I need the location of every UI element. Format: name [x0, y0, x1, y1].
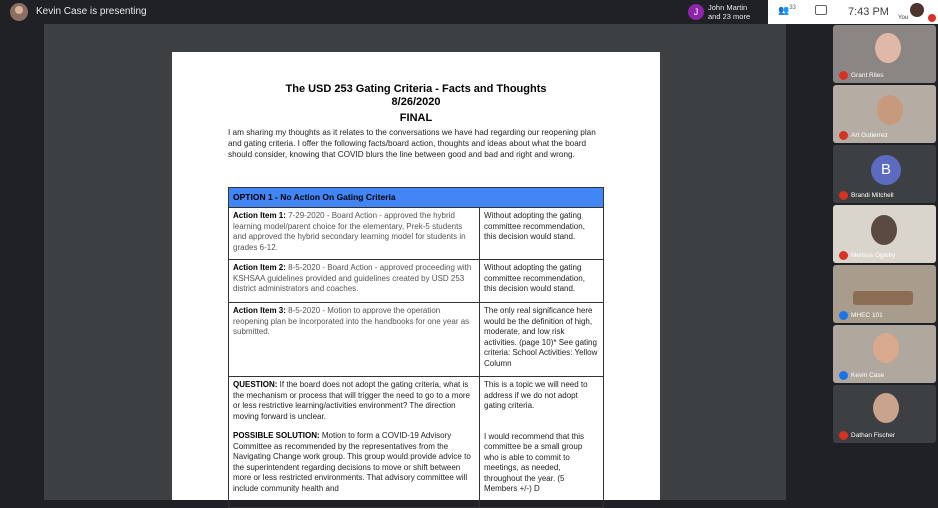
- participant-name: Grant Riles: [851, 72, 884, 79]
- note-cell: Without adopting the gating committee recommendation, this decision would stand.: [484, 263, 585, 293]
- chat-icon[interactable]: [815, 5, 827, 15]
- joined-user-name: John Martin: [708, 3, 748, 12]
- participant-tile[interactable]: [833, 25, 936, 83]
- note-cell: Without adopting the gating committee recommendation, this decision would stand.: [484, 211, 585, 241]
- table-row: [229, 303, 603, 377]
- participant-name: MHEC 101: [851, 312, 883, 319]
- participant-name: Melissa Ogleby: [851, 252, 896, 259]
- action-label: Action Item 1:: [233, 211, 286, 220]
- action-cell: [229, 260, 480, 302]
- joined-user-avatar: J: [688, 4, 704, 20]
- mic-off-icon: [839, 131, 848, 140]
- self-avatar: [910, 3, 924, 17]
- presenter-status: Kevin Case is presenting: [36, 6, 147, 17]
- action-label: Action Item 2:: [233, 263, 286, 272]
- people-button[interactable]: [778, 5, 796, 16]
- participant-video: [873, 393, 899, 423]
- participant-tile[interactable]: [833, 205, 936, 263]
- participant-video: [873, 333, 899, 363]
- participant-avatar: B: [871, 155, 901, 185]
- participant-name: Dathan Fischer: [851, 432, 896, 439]
- note-cell: The only real significance here would be the definition of high, moderate, and low risk activities. (page 10)* See gating criteria: School Activities: Yellow Column: [484, 306, 598, 368]
- question-label: QUESTION:: [233, 380, 278, 389]
- option-table: [228, 187, 604, 508]
- table-row: [229, 208, 603, 260]
- participant-tile[interactable]: [833, 85, 936, 143]
- join-notification[interactable]: [686, 2, 768, 22]
- note-cell: [480, 377, 603, 507]
- solution-text: Motion to form a COVID-19 Advisory Committee as recommended by the representatives from the Navigating Change work group. This group would provide advice to the superintendent regarding decisions to move or shift between more or less restricted environments. That advisory committee will include community health and: [233, 431, 471, 493]
- action-cell: [229, 303, 480, 376]
- participant-sidebar: [831, 24, 938, 500]
- participant-name: Kevin Case: [851, 372, 885, 379]
- mic-on-icon: [839, 311, 848, 320]
- joined-more-count: and 23 more: [708, 12, 751, 21]
- action-text: 7-29-2020 - Board Action - approved the hybrid learning model/parent choice for the elementary, Prek-5 students and approved the hybrid secondary learning model for students in grades 6-12.: [233, 211, 466, 252]
- document-date: 8/26/2020: [391, 96, 441, 108]
- mic-off-icon: [839, 251, 848, 260]
- clock: 7:43 PM: [848, 6, 889, 18]
- mic-off-icon: [839, 71, 848, 80]
- participant-video: [871, 215, 897, 245]
- mic-on-icon: [839, 371, 848, 380]
- participant-video: [877, 95, 903, 125]
- document-status: FINAL: [399, 112, 433, 124]
- self-label: You: [898, 15, 909, 21]
- participant-name: Art Gutierrez: [851, 132, 888, 139]
- question-text: If the board does not adopt the gating criteria, what is the mechanism or process that will trigger the need to go to a more or less restrictive learning/activities environment? The direction moving forward is unclear.: [233, 380, 471, 421]
- participant-tile[interactable]: [833, 325, 936, 383]
- mic-off-icon: [928, 14, 936, 22]
- table-row: [229, 260, 603, 303]
- solution-label: POSSIBLE SOLUTION:: [233, 431, 320, 440]
- mic-off-icon: [839, 191, 848, 200]
- join-notification-text: [708, 3, 750, 21]
- action-text: 8-5-2020 - Motion to approve the operation reopening plan be incorporated into the handbooks for one year as submitted.: [233, 306, 470, 336]
- participant-tile[interactable]: [833, 145, 936, 203]
- solution-note: I would recommend that this committee be a small group who is able to commit to meetings, as needed, throughout the year. (5 Members +/-) D: [484, 431, 585, 493]
- action-label: Action Item 3:: [233, 306, 286, 315]
- mic-off-icon: [839, 431, 848, 440]
- participant-name: Brandi Mitchell: [851, 192, 894, 199]
- participant-video: [853, 291, 913, 305]
- participant-tile[interactable]: [833, 265, 936, 323]
- action-text: 8-5-2020 - Board Action - approved proceeding with KSHSAA guidelines provided and guidelines created by USD 253 district administrators and coaches.: [233, 263, 472, 293]
- people-icon: 👥: [778, 5, 790, 15]
- participant-count: 33: [789, 5, 796, 11]
- question-note: This is a topic we will need to address if we do not adopt gating criteria.: [484, 380, 588, 410]
- presenter-avatar: [10, 3, 28, 21]
- option-header: OPTION 1 - No Action On Gating Criteria: [229, 188, 603, 208]
- question-cell: [229, 377, 480, 507]
- self-view-button[interactable]: [898, 2, 936, 24]
- participant-video: [875, 33, 901, 63]
- document-intro: I am sharing my thoughts as it relates to the conversations we have had regarding our reopening plan and gating criteria. I offer the following facts/board action, thoughts and ideas about what the board should consider, knowing that COVID blurs the line between good and bad and right and wrong.: [228, 128, 596, 159]
- participant-tile[interactable]: [833, 385, 936, 443]
- shared-document: [172, 52, 660, 500]
- table-row: [229, 377, 603, 507]
- action-cell: [229, 208, 480, 259]
- document-title: The USD 253 Gating Criteria - Facts and Thoughts: [285, 83, 547, 95]
